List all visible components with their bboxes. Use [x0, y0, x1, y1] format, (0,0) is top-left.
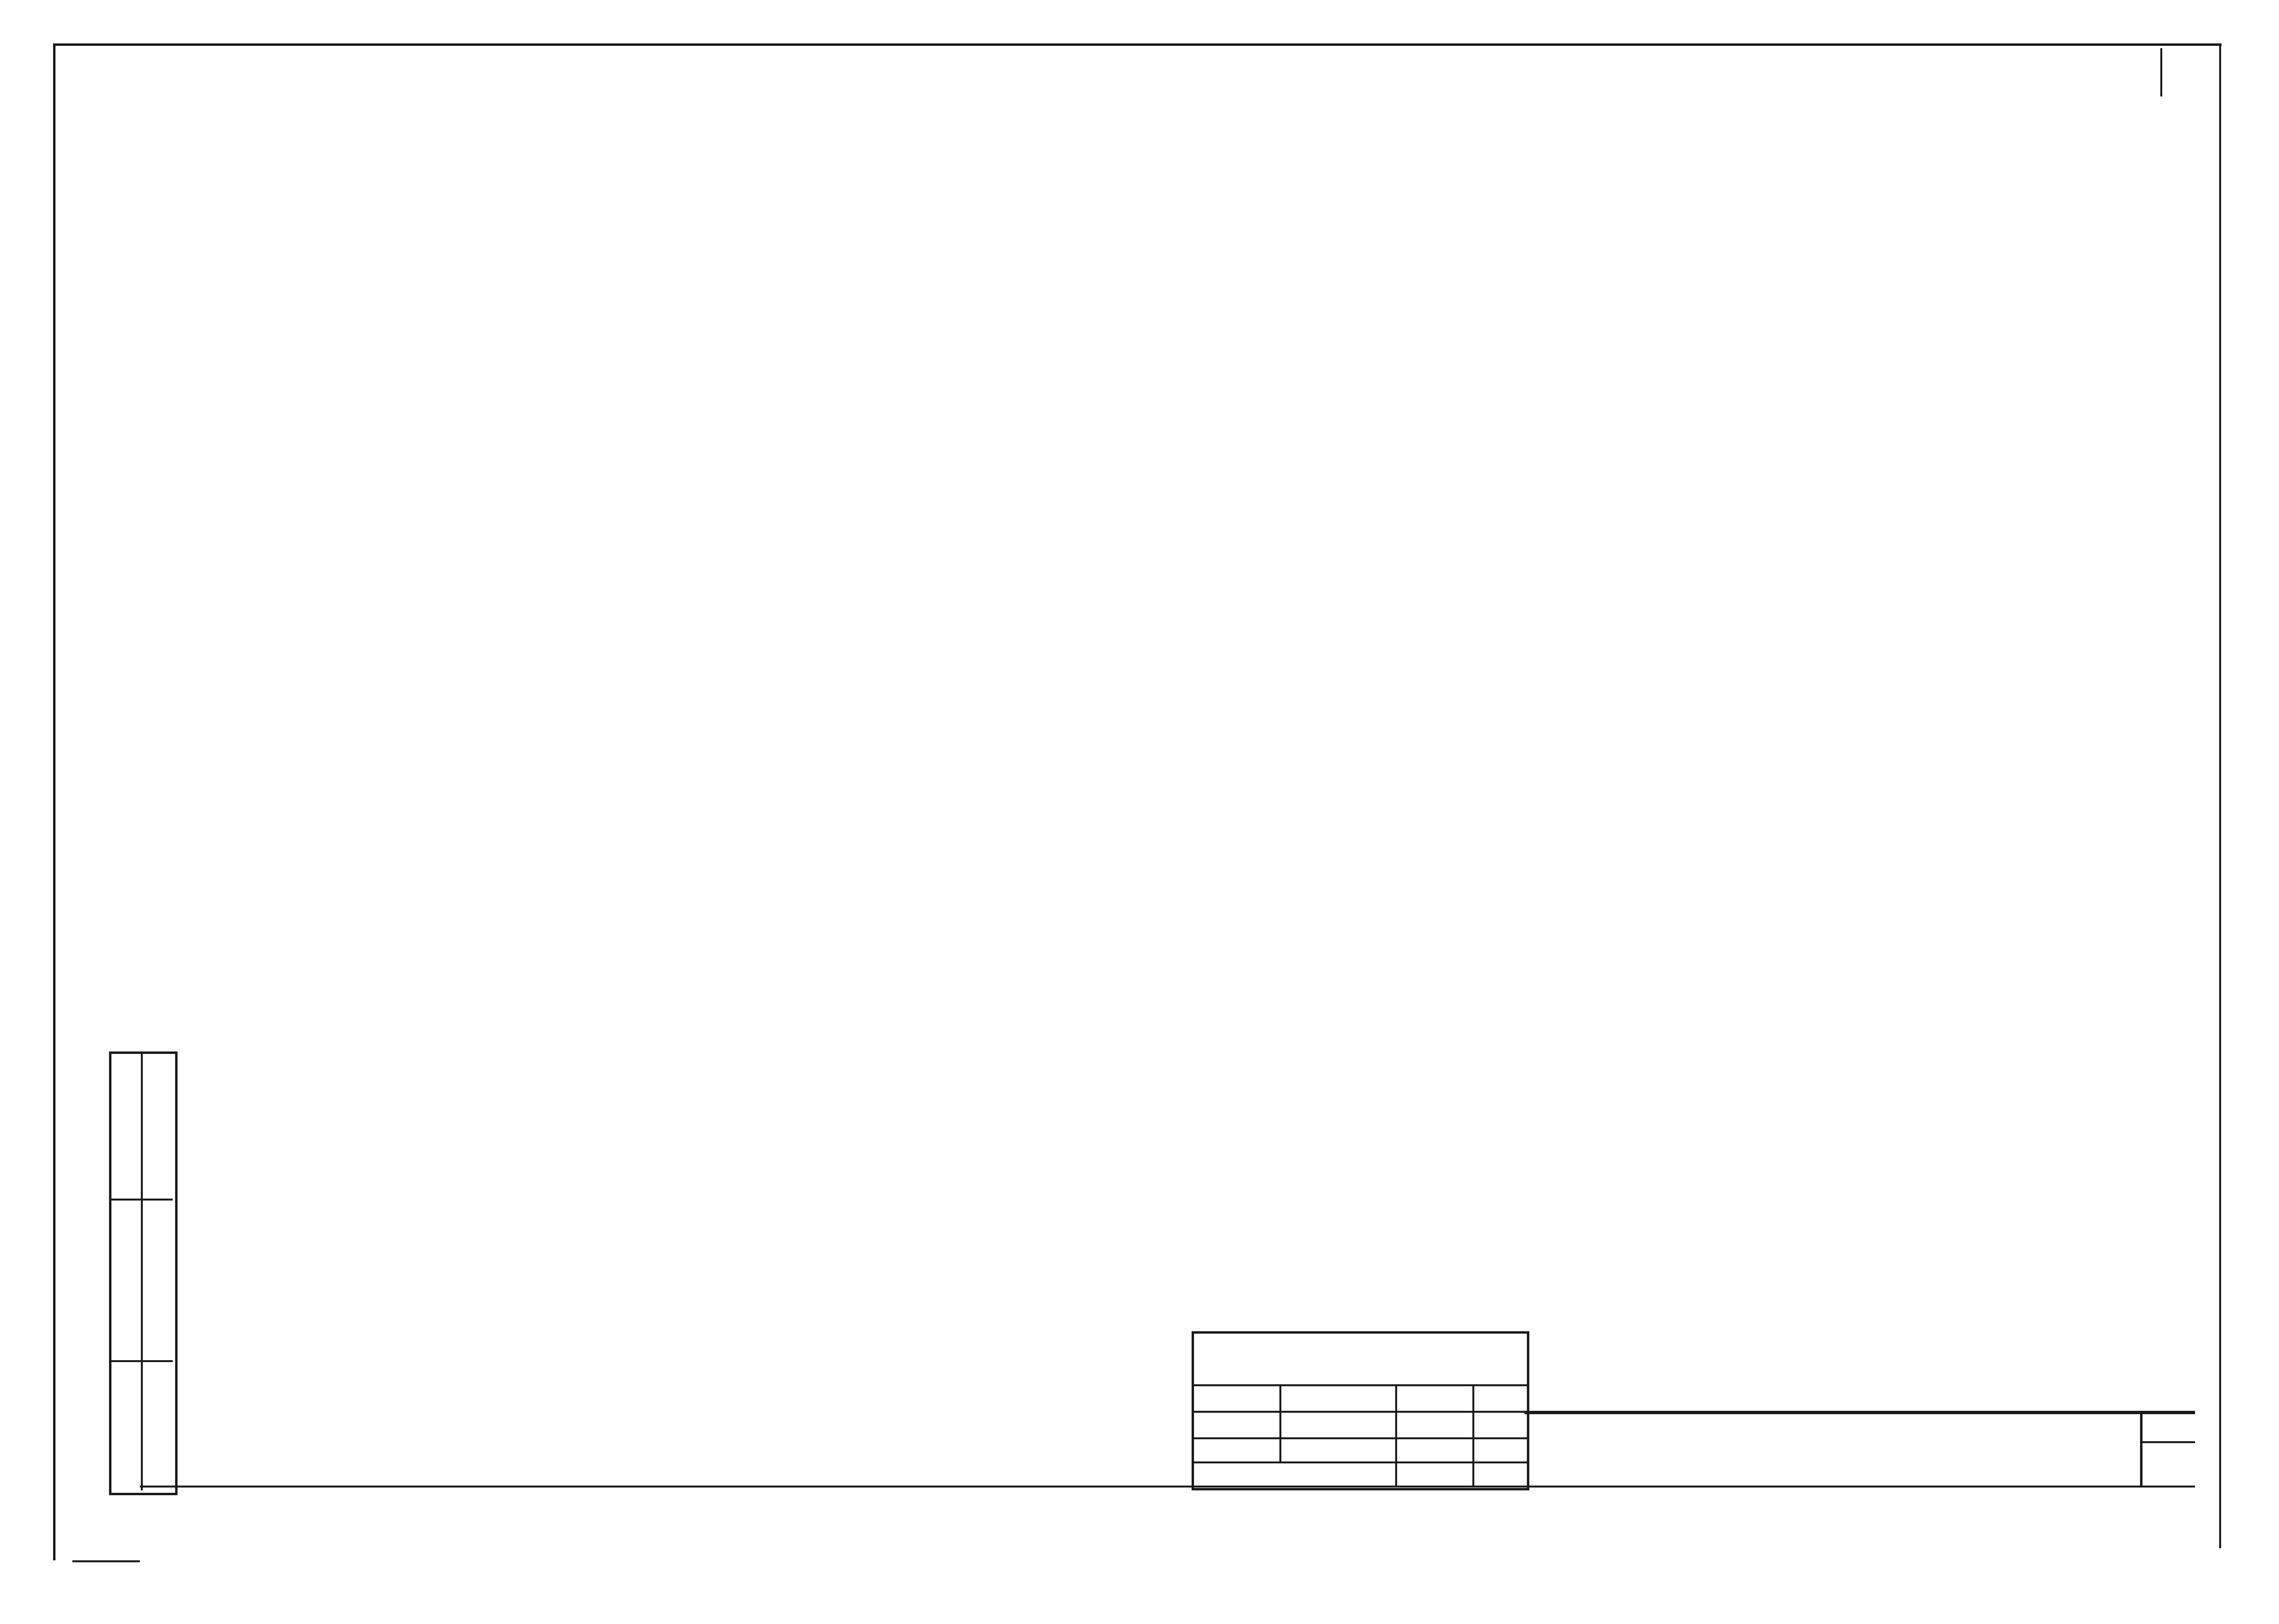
- tb-main-top: [1524, 1411, 2195, 1414]
- tb-col-3: [1472, 1384, 1474, 1486]
- outer-frame-right: [2219, 43, 2221, 1548]
- tb-bottom: [140, 1486, 2195, 1488]
- tb-col-1: [1279, 1384, 1281, 1461]
- outer-frame-bottom: [72, 1560, 140, 1562]
- tb-line-4: [1192, 1461, 1527, 1463]
- tb-col-2: [1395, 1384, 1397, 1486]
- tb-line-2: [1192, 1411, 1527, 1413]
- side-stamp-inner: [141, 1051, 143, 1490]
- sheet-box-divider: [2140, 1441, 2195, 1443]
- sheet-box: [2140, 1411, 2195, 1486]
- side-stamp: [109, 1051, 178, 1495]
- tb-line-3: [1192, 1437, 1527, 1439]
- tb-line-1: [1192, 1384, 1527, 1386]
- outer-frame: [53, 43, 2222, 1560]
